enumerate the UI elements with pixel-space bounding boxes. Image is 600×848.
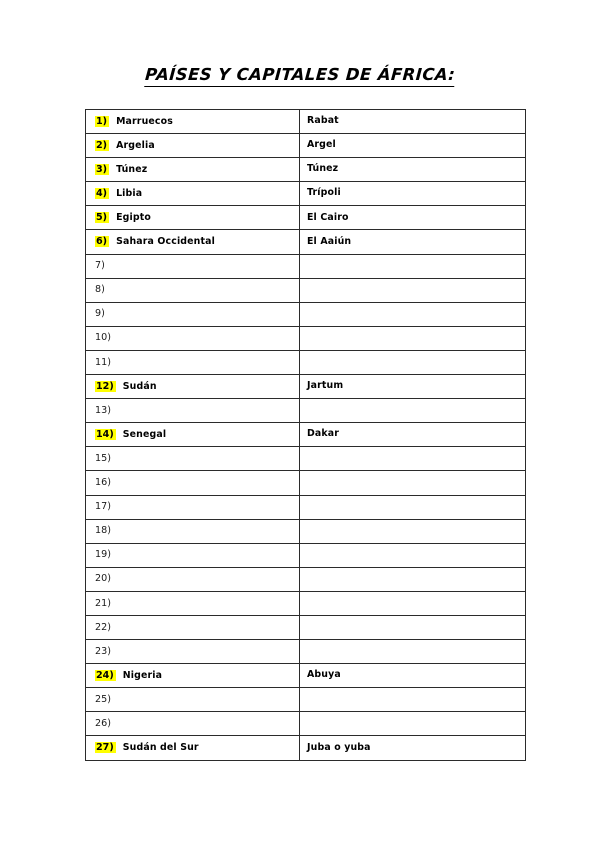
page-title	[0, 65, 600, 87]
capital-name: Abuya	[307, 669, 341, 681]
row-number: 25)	[95, 693, 111, 705]
row-number: 19)	[95, 549, 111, 561]
country-name: Sudán del Sur	[122, 742, 199, 754]
table-row[interactable]	[86, 278, 526, 302]
table-row[interactable]	[86, 736, 526, 760]
table-row[interactable]	[86, 302, 526, 326]
capital-cell[interactable]	[300, 399, 526, 423]
row-number: 7)	[95, 260, 105, 272]
country-cell[interactable]	[86, 567, 300, 591]
row-number: 2)	[96, 139, 108, 151]
capital-cell[interactable]	[300, 254, 526, 278]
country-cell[interactable]	[86, 110, 300, 134]
country-name: Sudán	[122, 380, 157, 392]
country-cell[interactable]	[86, 158, 300, 182]
capital-cell[interactable]	[300, 447, 526, 471]
country-name: Marruecos	[116, 115, 173, 127]
row-number: 12)	[96, 380, 114, 392]
country-name: Argelia	[116, 139, 155, 151]
capital-cell[interactable]	[300, 110, 526, 134]
capital-cell[interactable]	[300, 326, 526, 350]
country-cell[interactable]	[86, 664, 300, 688]
table-row[interactable]	[86, 495, 526, 519]
table-body	[86, 110, 526, 761]
row-number: 8)	[95, 284, 105, 296]
row-number: 22)	[95, 621, 111, 633]
table-row[interactable]	[86, 664, 526, 688]
capital-cell[interactable]	[300, 736, 526, 760]
table-row[interactable]	[86, 423, 526, 447]
country-cell[interactable]	[86, 640, 300, 664]
capital-name: El Aaiún	[307, 235, 352, 247]
page-title-text: PAÍSES Y CAPITALES DE ÁFRICA:	[144, 65, 456, 87]
row-number: 15)	[95, 452, 111, 464]
capital-name: Argel	[307, 139, 336, 151]
table-row[interactable]	[86, 543, 526, 567]
table-row[interactable]	[86, 326, 526, 350]
capital-cell[interactable]	[300, 495, 526, 519]
country-name: Senegal	[122, 428, 167, 440]
table-row[interactable]	[86, 591, 526, 615]
capital-cell[interactable]	[300, 206, 526, 230]
table-row[interactable]	[86, 110, 526, 134]
row-number: 17)	[95, 501, 111, 513]
capital-cell[interactable]	[300, 640, 526, 664]
table-row[interactable]	[86, 712, 526, 736]
row-number: 5)	[96, 212, 108, 224]
capital-cell[interactable]	[300, 543, 526, 567]
country-cell[interactable]	[86, 278, 300, 302]
row-number: 18)	[95, 525, 111, 537]
country-cell[interactable]	[86, 326, 300, 350]
row-number: 6)	[96, 236, 108, 248]
countries-capitals-table	[85, 109, 526, 761]
capital-cell[interactable]	[300, 158, 526, 182]
capital-cell[interactable]	[300, 375, 526, 399]
country-cell[interactable]	[86, 615, 300, 639]
capital-cell[interactable]	[300, 664, 526, 688]
table-row[interactable]	[86, 567, 526, 591]
capital-cell[interactable]	[300, 134, 526, 158]
row-number: 14)	[96, 428, 114, 440]
table-row[interactable]	[86, 350, 526, 374]
row-number: 16)	[95, 477, 111, 489]
capital-cell[interactable]	[300, 591, 526, 615]
table-row[interactable]	[86, 688, 526, 712]
row-number: 1)	[96, 115, 108, 127]
country-cell[interactable]	[86, 182, 300, 206]
capital-cell[interactable]	[300, 615, 526, 639]
capital-name: Trípoli	[307, 187, 341, 199]
row-number: 10)	[95, 332, 111, 344]
country-cell[interactable]	[86, 688, 300, 712]
row-number: 21)	[95, 597, 111, 609]
country-cell[interactable]	[86, 423, 300, 447]
capital-cell[interactable]	[300, 567, 526, 591]
row-number: 26)	[95, 717, 111, 729]
country-name: Egipto	[116, 212, 151, 224]
capital-cell[interactable]	[300, 350, 526, 374]
row-number: 23)	[95, 645, 111, 657]
table-row[interactable]	[86, 375, 526, 399]
capital-cell[interactable]	[300, 182, 526, 206]
country-cell[interactable]	[86, 543, 300, 567]
capital-name: Túnez	[307, 163, 339, 175]
row-number: 27)	[96, 742, 114, 754]
country-cell[interactable]	[86, 471, 300, 495]
table-row[interactable]	[86, 254, 526, 278]
row-number: 11)	[95, 356, 111, 368]
capital-name: El Cairo	[307, 211, 349, 223]
countries-capitals-table-wrapper	[85, 109, 525, 761]
capital-name: Rabat	[307, 115, 339, 127]
country-cell[interactable]	[86, 254, 300, 278]
capital-cell[interactable]	[300, 230, 526, 254]
country-cell[interactable]	[86, 712, 300, 736]
table-row[interactable]	[86, 471, 526, 495]
country-cell[interactable]	[86, 495, 300, 519]
table-row[interactable]	[86, 182, 526, 206]
capital-name: Juba o yuba	[307, 741, 371, 753]
capital-cell[interactable]	[300, 278, 526, 302]
capital-cell[interactable]	[300, 688, 526, 712]
capital-name: Jartum	[307, 380, 344, 392]
table-row[interactable]	[86, 158, 526, 182]
country-name: Nigeria	[122, 669, 163, 681]
table-row[interactable]	[86, 230, 526, 254]
country-cell[interactable]	[86, 519, 300, 543]
row-number: 24)	[96, 669, 114, 681]
country-name: Sahara Occidental	[116, 236, 215, 248]
row-number: 3)	[96, 163, 108, 175]
capital-name: Dakar	[307, 428, 340, 440]
table-row[interactable]	[86, 399, 526, 423]
country-cell[interactable]	[86, 591, 300, 615]
country-name: Libia	[116, 187, 143, 199]
country-cell[interactable]	[86, 134, 300, 158]
table-row[interactable]	[86, 615, 526, 639]
country-name: Túnez	[116, 163, 148, 175]
row-number: 4)	[96, 187, 108, 199]
country-cell[interactable]	[86, 350, 300, 374]
table-row[interactable]	[86, 206, 526, 230]
table-row[interactable]	[86, 134, 526, 158]
country-cell[interactable]	[86, 736, 300, 760]
row-number: 13)	[95, 404, 111, 416]
capital-cell[interactable]	[300, 302, 526, 326]
capital-cell[interactable]	[300, 471, 526, 495]
country-cell[interactable]	[86, 447, 300, 471]
capital-cell[interactable]	[300, 712, 526, 736]
country-cell[interactable]	[86, 230, 300, 254]
country-cell[interactable]	[86, 302, 300, 326]
capital-cell[interactable]	[300, 519, 526, 543]
table-row[interactable]	[86, 519, 526, 543]
row-number: 9)	[95, 308, 105, 320]
country-cell[interactable]	[86, 206, 300, 230]
capital-cell[interactable]	[300, 423, 526, 447]
row-number: 20)	[95, 573, 111, 585]
table-row[interactable]	[86, 640, 526, 664]
table-row[interactable]	[86, 447, 526, 471]
country-cell[interactable]	[86, 375, 300, 399]
country-cell[interactable]	[86, 399, 300, 423]
